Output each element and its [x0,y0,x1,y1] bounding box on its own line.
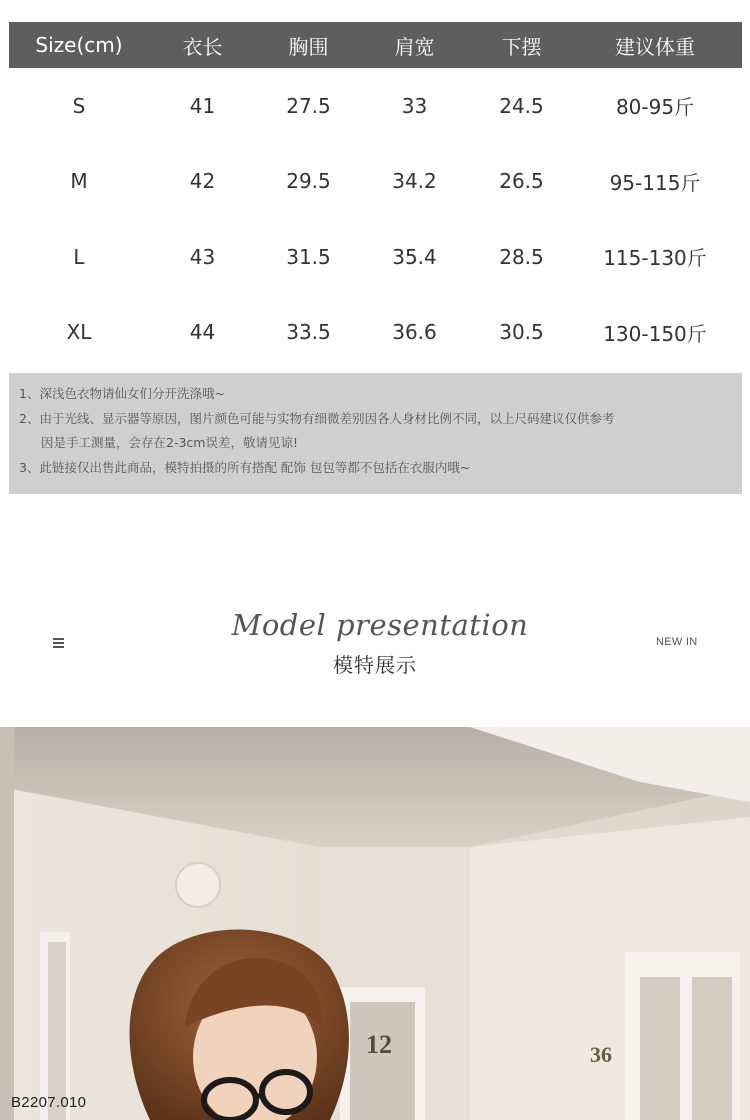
note-item: 2、由于光线、显示器等原因，图片颜色可能与实物有细微差别因各人身材比例不同，以上尺码建议仅供参考 [19,410,615,426]
door-number: 12 [366,1030,392,1059]
cell-weight: 130-150斤 [603,321,707,346]
cell-chest: 29.5 [286,169,331,194]
header-shoulder: 肩宽 [394,34,435,59]
note-item: 3、此链接仅出售此商品，模特拍摄的所有搭配 配饰 包包等都不包括在衣服内哦~ [19,459,471,475]
cell-size: M [70,169,88,194]
header-chest: 胸围 [288,34,329,59]
cell-shoulder: 33 [401,93,428,118]
table-row [9,295,742,371]
cell-length: 44 [189,320,216,345]
table-row [9,144,742,220]
model-section-header [0,600,750,690]
header-size: Size(cm) [35,33,123,57]
cell-hem: 26.5 [499,169,544,194]
cell-hem: 30.5 [499,320,544,345]
header-hem: 下摆 [501,34,542,59]
cell-length: 43 [189,244,216,269]
cell-hem: 24.5 [499,93,544,118]
care-notes [9,373,742,494]
cell-shoulder: 36.6 [392,320,437,345]
size-table-header [9,22,742,68]
cell-size: XL [66,320,92,345]
cell-shoulder: 34.2 [392,169,437,194]
header-length: 衣长 [182,34,223,59]
header-weight: 建议体重 [615,34,695,59]
section-title: 模特展示 [333,653,417,677]
model-photo-illustration [0,727,750,1120]
model-photo [0,727,750,1120]
note-item: 1、深浅色衣物请仙女们分开洗涤哦~ [19,386,225,401]
cell-chest: 27.5 [286,93,331,118]
cell-size: S [72,93,86,118]
cell-length: 42 [189,169,216,194]
cell-chest: 33.5 [286,320,331,345]
new-in-link[interactable]: NEW IN [656,636,698,648]
table-row [9,68,742,144]
cell-chest: 31.5 [286,244,331,269]
cell-weight: 115-130斤 [603,246,707,271]
note-item: 因是手工测量，会存在2-3cm误差，敬请见谅! [41,435,298,450]
cell-length: 41 [189,93,216,118]
cell-weight: 95-115斤 [609,170,701,195]
section-script-title: Model presentation [231,608,529,642]
cell-hem: 28.5 [499,244,544,269]
product-code: B2207.010 [11,1094,87,1111]
table-row [9,219,742,295]
cell-shoulder: 35.4 [392,244,437,269]
wall-number: 36 [590,1042,612,1067]
cell-size: L [73,244,85,269]
size-table [9,22,742,370]
cell-weight: 80-95斤 [615,95,695,120]
